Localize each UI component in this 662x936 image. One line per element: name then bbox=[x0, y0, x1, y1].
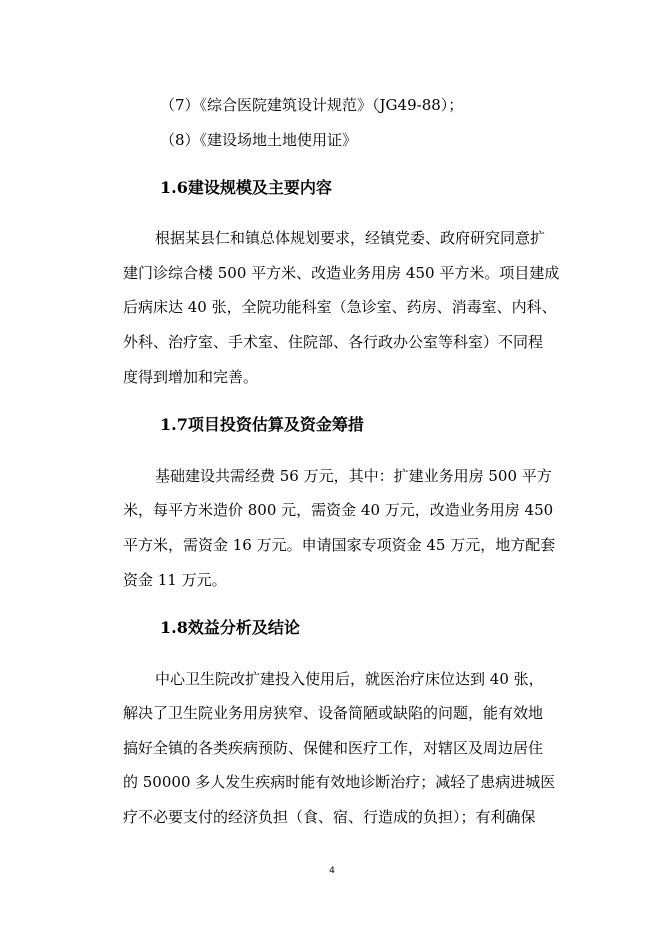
paragraph-line: 中心卫生院改扩建投入使用后，就医治疗床位达到 40 张， bbox=[155, 670, 544, 688]
paragraph-line: 搞好全镇的各类疾病预防、保健和医疗工作，对辖区及周边居住 bbox=[123, 739, 544, 757]
page-number: 4 bbox=[329, 866, 335, 876]
paragraph-line: 外科、治疗室、手术室、住院部、各行政办公室等科室）不同程 bbox=[123, 333, 544, 351]
paragraph-line: 的 50000 多人发生疾病时能有效地诊断治疗；减轻了患病进城医 bbox=[123, 773, 556, 791]
section-heading-1-8: 1.8效益分析及结论 bbox=[160, 618, 300, 637]
section-heading-1-7: 1.7项目投资估算及资金筹措 bbox=[160, 415, 364, 434]
section-heading-1-6: 1.6建设规模及主要内容 bbox=[160, 178, 332, 197]
paragraph-line: 建门诊综合楼 500 平方米、改造业务用房 450 平方米。项目建成 bbox=[123, 264, 560, 282]
paragraph-line: 疗不必要支付的经济负担（食、宿、行造成的负担）；有利确保 bbox=[123, 808, 536, 826]
paragraph-line: 资金 11 万元。 bbox=[123, 571, 227, 589]
paragraph-line: 平方米，需资金 16 万元。申请国家专项资金 45 万元，地方配套 bbox=[123, 536, 556, 554]
reference-item-8: （8）《建设场地土地使用证》 bbox=[160, 131, 358, 149]
paragraph-line: 后病床达 40 张，全院功能科室（急诊室、药房、消毒室、内科、 bbox=[123, 298, 557, 316]
paragraph-line: 基础建设共需经费 56 万元，其中：扩建业务用房 500 平方 bbox=[155, 467, 552, 485]
paragraph-line: 解决了卫生院业务用房狭窄、设备简陋或缺陷的问题，能有效地 bbox=[123, 704, 544, 722]
paragraph-line: 根据某县仁和镇总体规划要求，经镇党委、政府研究同意扩 bbox=[155, 229, 546, 247]
paragraph-line: 米，每平方米造价 800 元，需资金 40 万元，改造业务用房 450 bbox=[123, 501, 554, 519]
reference-item-7: （7）《综合医院建筑设计规范》（JG49-88）； bbox=[160, 96, 464, 114]
paragraph-line: 度得到增加和完善。 bbox=[123, 368, 259, 386]
